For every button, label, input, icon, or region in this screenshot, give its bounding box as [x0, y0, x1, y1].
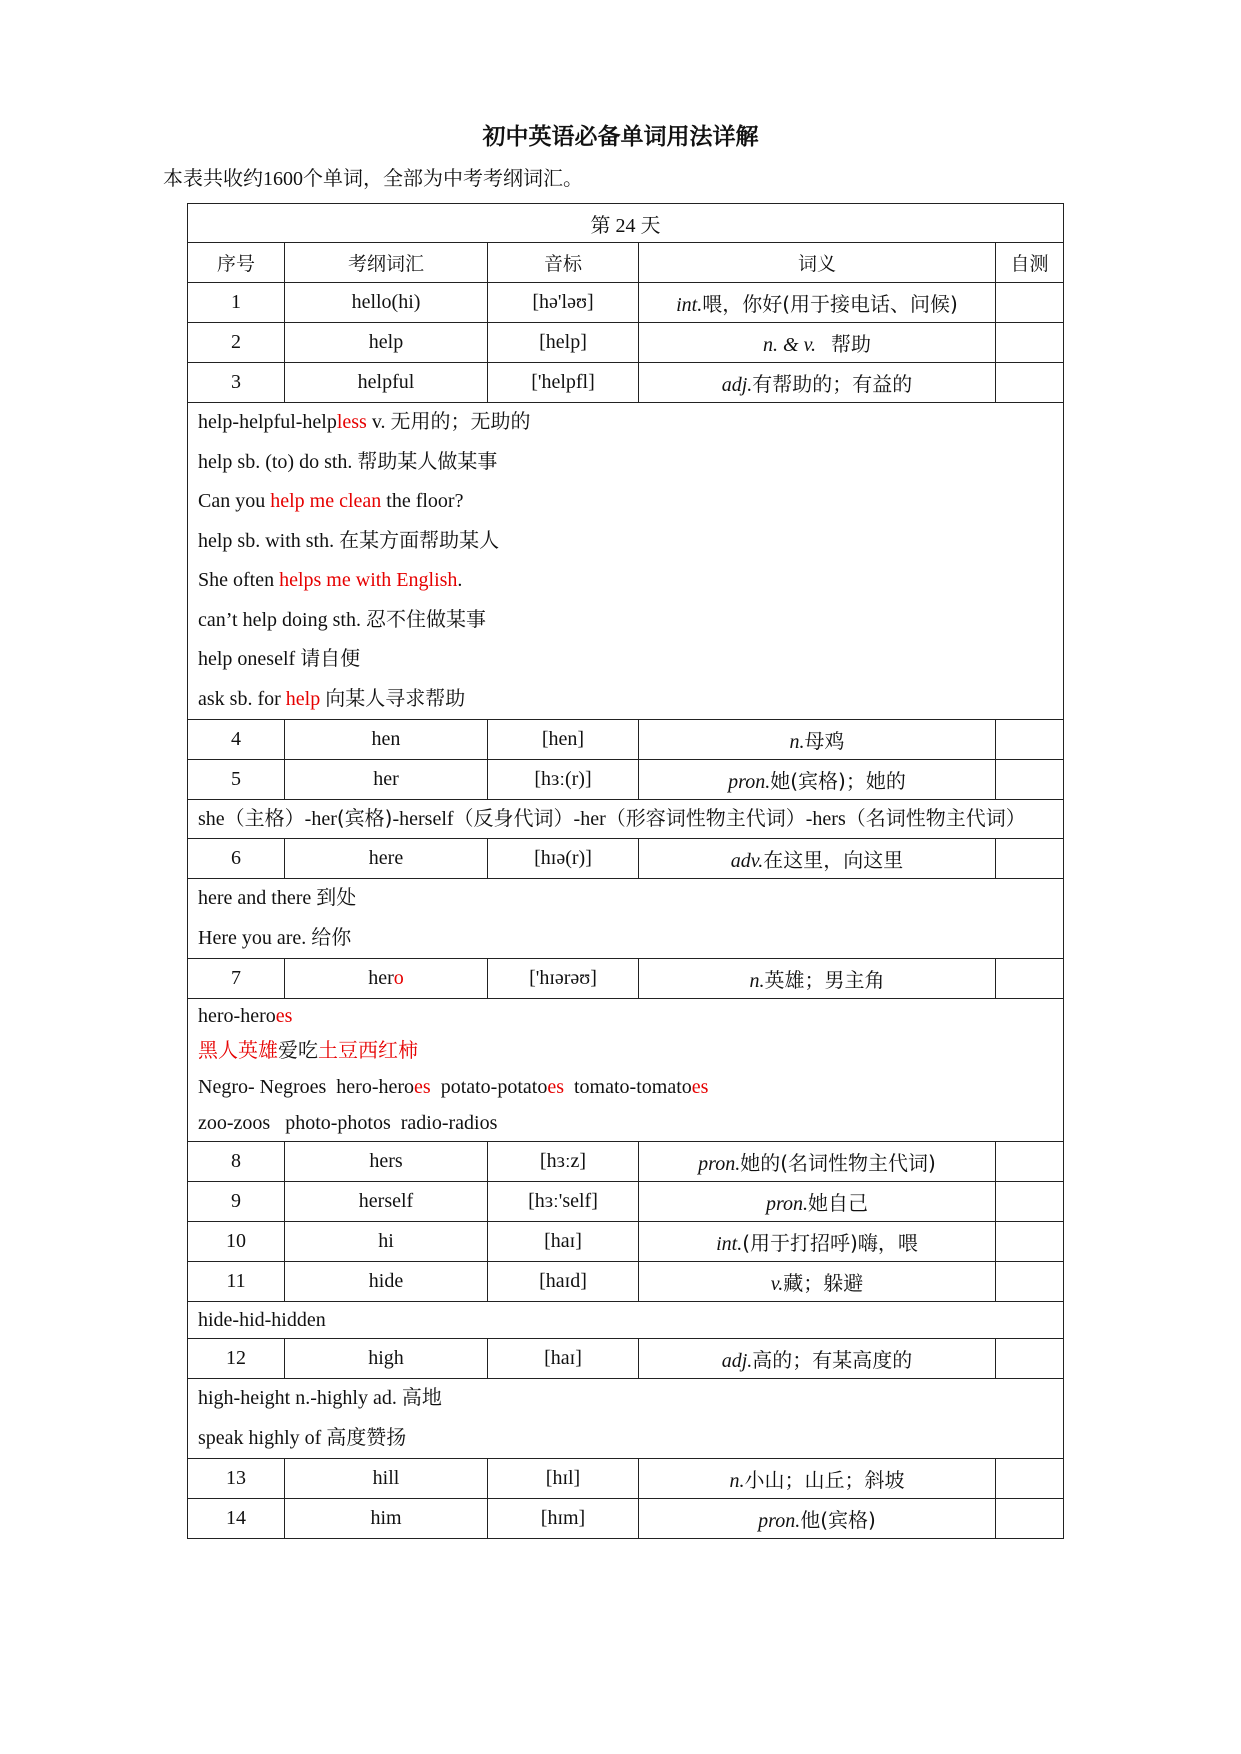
self-test-cell[interactable] — [996, 1182, 1064, 1222]
entry-meaning — [639, 363, 996, 403]
entry-no: 3 — [188, 363, 285, 403]
note-highlight: help me clean — [270, 490, 382, 512]
self-test-cell[interactable] — [996, 720, 1064, 760]
note-highlight: help — [285, 687, 321, 710]
note-highlight: es — [691, 1076, 709, 1098]
entry-meaning — [639, 839, 996, 879]
table-row — [188, 1182, 1064, 1222]
entry-phonetic: [hɪm] — [488, 1499, 639, 1539]
note-highlight: less — [336, 411, 367, 433]
self-test-cell[interactable] — [996, 959, 1064, 999]
note-line — [198, 1033, 1053, 1069]
entry-no: 4 — [188, 720, 285, 760]
note-highlight: helps me with English — [279, 569, 458, 591]
self-test-cell[interactable] — [996, 1459, 1064, 1499]
entry-meaning — [639, 760, 996, 800]
meaning-text: 英雄；男主角 — [764, 970, 885, 992]
meaning-text: 她 — [770, 771, 791, 793]
note-text: （反身代词） — [453, 806, 574, 830]
entry-word: herself — [285, 1182, 488, 1222]
day-label: 第 24 天 — [188, 204, 1064, 243]
note-highlight: es — [547, 1076, 564, 1098]
note-line: hide-hid-hidden — [198, 1309, 326, 1331]
entry-word: him — [285, 1499, 488, 1539]
self-test-cell[interactable] — [996, 1262, 1064, 1302]
part-of-speech: int. — [676, 294, 703, 316]
part-of-speech: n. & v. — [763, 334, 816, 356]
entry-phonetic: [hɪə(r)] — [488, 839, 639, 879]
table-row — [188, 839, 1064, 879]
entry-word: help — [285, 323, 488, 363]
note-text: -hers — [805, 808, 846, 830]
entry-word: her — [285, 760, 488, 800]
note-text: Negro- Negroes hero-hero — [198, 1076, 415, 1098]
note-line: can’t help doing sth. 忍不住做某事 — [198, 608, 486, 631]
entry-no: 9 — [188, 1182, 285, 1222]
entry-no: 8 — [188, 1142, 285, 1182]
note-line: help sb. with sth. 在某方面帮助某人 — [198, 529, 500, 552]
note-text: she（主格）-her — [198, 808, 337, 830]
table-row — [188, 760, 1064, 800]
meaning-extra: (宾格) — [790, 769, 846, 793]
meaning-text: 小山；山丘；斜坡 — [744, 1470, 905, 1492]
entry-phonetic: [hɜː'self] — [488, 1182, 639, 1222]
self-test-cell[interactable] — [996, 1339, 1064, 1379]
note-text: (宾格) — [336, 806, 393, 830]
part-of-speech: int. — [716, 1233, 743, 1255]
meaning-text: 喂，你好 — [702, 294, 783, 316]
entry-no: 7 — [188, 959, 285, 999]
note-text: tomato-tomato — [564, 1076, 692, 1098]
self-test-cell[interactable] — [996, 1142, 1064, 1182]
note-text: -her — [573, 808, 606, 830]
note-highlight: 黑人英雄 — [198, 1040, 278, 1062]
entry-meaning — [639, 1459, 996, 1499]
note-text: the floor? — [381, 490, 464, 512]
note-highlight: es — [414, 1076, 431, 1098]
entry-word: hers — [285, 1142, 488, 1182]
table-row — [188, 1339, 1064, 1379]
table-row — [188, 363, 1064, 403]
note-text: Can you — [198, 490, 271, 512]
note-line — [198, 680, 1053, 720]
note-highlight: es — [275, 1005, 293, 1027]
entry-no: 5 — [188, 760, 285, 800]
column-header-row — [188, 243, 1064, 283]
table-row — [188, 1222, 1064, 1262]
part-of-speech: n. — [729, 1470, 745, 1492]
note-line — [198, 999, 1053, 1033]
usage-notes — [188, 999, 1064, 1142]
entry-no: 13 — [188, 1459, 285, 1499]
self-test-cell[interactable] — [996, 323, 1064, 363]
note-text: （名词性物主代词） — [845, 806, 1026, 830]
notes-row-her — [188, 800, 1064, 839]
entry-no: 10 — [188, 1222, 285, 1262]
meaning-extra: (宾格) — [820, 1508, 876, 1532]
part-of-speech: v. — [770, 1273, 784, 1295]
table-row — [188, 1459, 1064, 1499]
meaning-extra: (名词性物主代词) — [780, 1151, 936, 1175]
entry-no: 2 — [188, 323, 285, 363]
entry-word: hen — [285, 720, 488, 760]
entry-phonetic: [hɜːz] — [488, 1142, 639, 1182]
usage-notes — [188, 1379, 1064, 1459]
note-line — [198, 561, 1053, 601]
meaning-tail: ；她的 — [845, 771, 906, 793]
usage-notes — [188, 879, 1064, 959]
entry-word: hi — [285, 1222, 488, 1262]
meaning-text: 母鸡 — [804, 731, 845, 753]
entry-meaning — [639, 323, 996, 363]
note-text: 爱吃 — [278, 1040, 318, 1062]
note-line: high-height n.-highly ad. 高地 — [198, 1387, 442, 1409]
entry-meaning — [639, 1142, 996, 1182]
entry-meaning — [639, 959, 996, 999]
entry-phonetic: [hen] — [488, 720, 639, 760]
entry-meaning — [639, 1339, 996, 1379]
meaning-text: 藏；躲避 — [783, 1273, 864, 1295]
entry-no: 11 — [188, 1262, 285, 1302]
part-of-speech: n. — [789, 731, 805, 753]
entry-phonetic: ['hɪərəʊ] — [488, 959, 639, 999]
notes-row-hide — [188, 1302, 1064, 1339]
entry-no: 12 — [188, 1339, 285, 1379]
table-row — [188, 1142, 1064, 1182]
page-intro: 本表共收约1600个单词，全部为中考考纲词汇。 — [163, 168, 583, 190]
table-row — [188, 323, 1064, 363]
table-row — [188, 1262, 1064, 1302]
note-line — [198, 403, 1053, 443]
part-of-speech: pron. — [758, 1510, 801, 1532]
note-text: She often — [198, 569, 280, 591]
header-word: 考纲词汇 — [285, 243, 488, 283]
usage-notes — [188, 1302, 1064, 1339]
entry-phonetic: [hə'ləʊ] — [488, 283, 639, 323]
entry-phonetic: [haɪ] — [488, 1222, 639, 1262]
note-line — [198, 482, 1053, 522]
notes-row-here — [188, 879, 1064, 959]
entry-no: 1 — [188, 283, 285, 323]
entry-word: hill — [285, 1459, 488, 1499]
part-of-speech: pron. — [698, 1153, 741, 1175]
entry-meaning — [639, 283, 996, 323]
meaning-text: 有帮助的；有益的 — [752, 374, 913, 396]
header-no: 序号 — [188, 243, 285, 283]
page-title: 初中英语必备单词用法详解 — [482, 124, 759, 150]
meaning-text: 高的；有某高度的 — [752, 1350, 913, 1372]
part-of-speech: adj. — [721, 1350, 753, 1372]
note-line: here and there 到处 — [198, 887, 357, 909]
entry-no: 14 — [188, 1499, 285, 1539]
meaning-text: 她自己 — [808, 1193, 869, 1215]
part-of-speech: pron. — [728, 771, 771, 793]
note-text: help-helpful-help — [198, 411, 337, 433]
note-line: help sb. (to) do sth. 帮助某人做某事 — [198, 450, 498, 473]
meaning-extra: (用于接电话、问候) — [782, 292, 958, 316]
part-of-speech: adj. — [721, 374, 753, 396]
note-line — [198, 800, 1053, 838]
note-text: hero-hero — [198, 1005, 276, 1027]
note-text: （形容词性物主代词） — [605, 806, 806, 830]
header-self-test: 自测 — [996, 243, 1064, 283]
entry-phonetic: [hɪl] — [488, 1459, 639, 1499]
entry-phonetic: ['helpfl] — [488, 363, 639, 403]
word-highlight: o — [393, 967, 404, 989]
self-test-cell[interactable] — [996, 760, 1064, 800]
note-text: potato-potato — [430, 1076, 548, 1098]
note-text: . — [457, 569, 463, 591]
word-base: her — [368, 967, 394, 989]
entry-word: here — [285, 839, 488, 879]
meaning-text: 嗨，喂 — [857, 1233, 918, 1255]
entry-no: 6 — [188, 839, 285, 879]
note-text: ask sb. for — [198, 687, 286, 710]
note-line — [198, 1069, 1053, 1105]
entry-phonetic: [haɪd] — [488, 1262, 639, 1302]
entry-meaning — [639, 1499, 996, 1539]
self-test-cell[interactable] — [996, 363, 1064, 403]
entry-word — [285, 959, 488, 999]
meaning-text: 他 — [800, 1510, 821, 1532]
note-line: zoo-zoos photo-photos radio-radios — [198, 1112, 498, 1134]
note-line: help oneself 请自便 — [198, 648, 361, 670]
vocabulary-table — [187, 203, 1064, 1539]
header-meaning: 词义 — [639, 243, 996, 283]
entry-phonetic: [hɜː(r)] — [488, 760, 639, 800]
entry-meaning — [639, 1262, 996, 1302]
self-test-cell[interactable] — [996, 1499, 1064, 1539]
meaning-text: 她的 — [740, 1153, 781, 1175]
meaning-extra: (用于打招呼) — [742, 1231, 858, 1255]
entry-meaning — [639, 1222, 996, 1262]
entry-phonetic: [haɪ] — [488, 1339, 639, 1379]
entry-word: helpful — [285, 363, 488, 403]
entry-word: hide — [285, 1262, 488, 1302]
entry-phonetic: [help] — [488, 323, 639, 363]
usage-notes — [188, 403, 1064, 720]
self-test-cell[interactable] — [996, 283, 1064, 323]
part-of-speech: n. — [749, 970, 765, 992]
part-of-speech: pron. — [765, 1193, 809, 1215]
meaning-text: 帮助 — [830, 334, 871, 356]
self-test-cell[interactable] — [996, 839, 1064, 879]
table-row — [188, 959, 1064, 999]
table-row — [188, 1499, 1064, 1539]
part-of-speech: adv. — [730, 850, 764, 872]
table-row — [188, 720, 1064, 760]
note-text: -herself — [392, 808, 454, 830]
note-text: 向某人寻求帮助 — [320, 687, 466, 710]
notes-row-high — [188, 1379, 1064, 1459]
entry-word: hello(hi) — [285, 283, 488, 323]
meaning-text: 在这里，向这里 — [763, 850, 904, 872]
entry-word: high — [285, 1339, 488, 1379]
usage-notes — [188, 800, 1064, 839]
table-row — [188, 283, 1064, 323]
note-line: speak highly of 高度赞扬 — [198, 1426, 407, 1449]
self-test-cell[interactable] — [996, 1222, 1064, 1262]
note-highlight: 土豆西红柿 — [318, 1040, 418, 1062]
day-header-row — [188, 204, 1064, 243]
notes-row-help — [188, 403, 1064, 720]
entry-meaning — [639, 720, 996, 760]
notes-row-hero — [188, 999, 1064, 1142]
note-text: v. 无用的；无助的 — [366, 411, 531, 433]
entry-meaning — [639, 1182, 996, 1222]
header-phonetic: 音标 — [488, 243, 639, 283]
note-line: Here you are. 给你 — [198, 926, 352, 949]
